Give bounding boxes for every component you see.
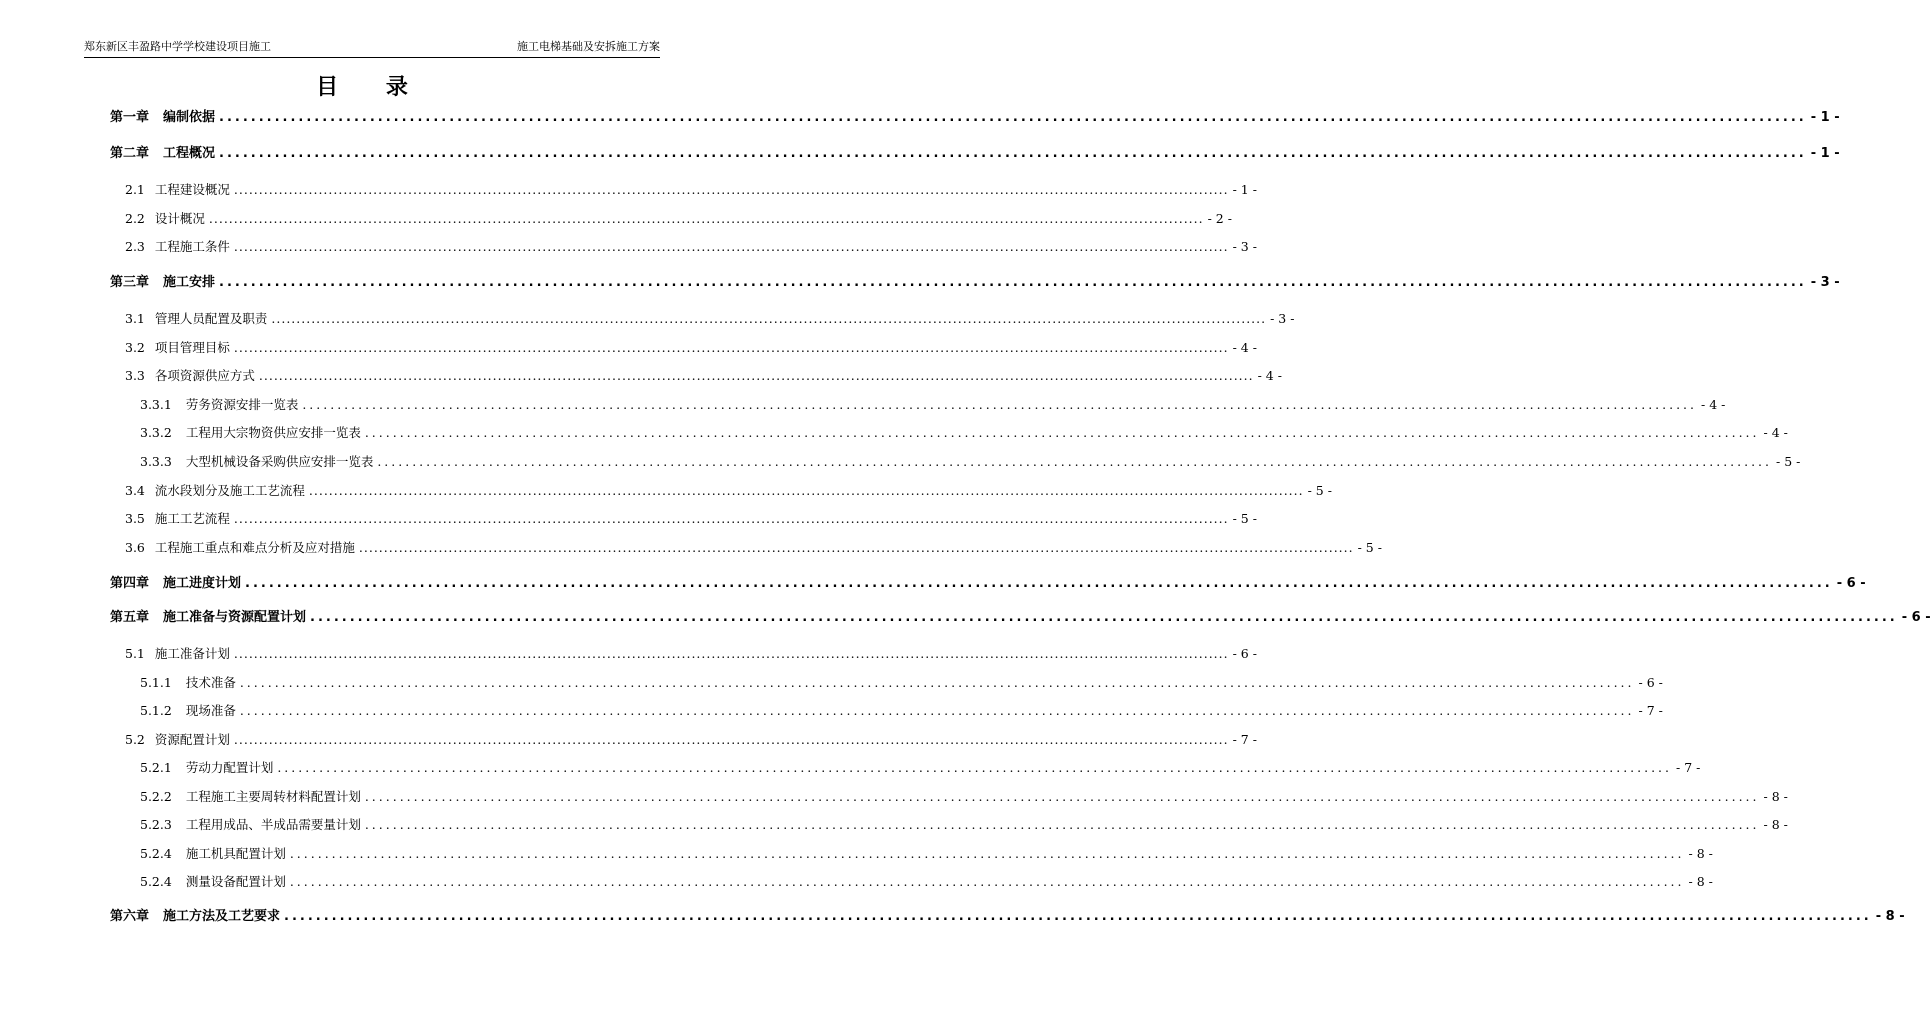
toc-entry[interactable]	[140, 844, 1713, 864]
toc-entry-text: 测量设备配置计划	[185, 874, 286, 889]
toc-entry-number: 5.2.4	[140, 874, 172, 889]
toc-entry-text: 工程用成品、半成品需要量计划	[185, 817, 361, 832]
dot-leader: ........................................................................................................................................................................................................	[219, 110, 1807, 125]
toc-entry[interactable]	[110, 907, 1905, 927]
toc-entry-text: 工程概况	[163, 146, 216, 161]
dot-leader: ........................................................................................................................................................................................................	[233, 182, 1229, 197]
toc-entry[interactable]	[125, 538, 1382, 558]
toc-entry[interactable]	[110, 273, 1840, 293]
toc-entry[interactable]	[110, 608, 1931, 628]
toc-entry[interactable]	[140, 701, 1663, 721]
toc-entry-text: 施工方法及工艺要求	[163, 909, 281, 924]
toc-entry-text: 劳动力配置计划	[185, 760, 274, 775]
toc-entry[interactable]	[125, 509, 1257, 529]
toc-entry[interactable]	[125, 366, 1282, 386]
toc-entry[interactable]	[140, 787, 1788, 807]
toc-entry-page: - 1 -	[1810, 146, 1840, 161]
toc-entry-page: - 4 -	[1763, 425, 1788, 440]
toc-entry-text: 技术准备	[185, 675, 236, 690]
toc-entry-text: 工程施工主要周转材料配置计划	[185, 789, 361, 804]
toc-entry-page: - 5 -	[1357, 540, 1382, 555]
toc-entry-number: 3.3.2	[140, 425, 172, 440]
toc-entry-page: - 8 -	[1875, 909, 1905, 924]
dot-leader: ........................................................................................................................................................................................................	[233, 239, 1229, 254]
toc-entry-label	[125, 309, 267, 329]
dot-leader: ........................................................................................................................................................................................................	[364, 425, 1760, 440]
toc-entry-text: 工程建设概况	[154, 182, 230, 197]
toc-entry-page: - 8 -	[1763, 789, 1788, 804]
toc-entry-label	[140, 872, 286, 892]
toc-entry[interactable]	[140, 758, 1701, 778]
toc-entry-label	[125, 180, 230, 200]
toc-entry-text: 资源配置计划	[154, 732, 230, 747]
dot-leader: ........................................................................................................................................................................................................	[219, 146, 1807, 161]
toc-entry-number: 5.2.2	[140, 789, 172, 804]
toc-entry-label	[125, 481, 305, 501]
toc-entry-label	[140, 787, 361, 807]
toc-entry-number: 3.3	[125, 368, 145, 383]
toc-entry-number: 5.1.2	[140, 703, 172, 718]
toc-entry[interactable]	[125, 180, 1257, 200]
toc-entry[interactable]	[110, 574, 1866, 594]
toc-entry-label	[140, 673, 236, 693]
dot-leader: ........................................................................................................................................................................................................	[284, 909, 1872, 924]
toc-entry-number: 2.2	[125, 211, 145, 226]
toc-entry-page: - 8 -	[1688, 846, 1713, 861]
toc-entry-page: - 4 -	[1701, 397, 1726, 412]
toc-entry-number: 5.1.1	[140, 675, 172, 690]
toc-entry-label	[125, 509, 230, 529]
toc-entry-page: - 2 -	[1207, 211, 1232, 226]
dot-leader: ........................................................................................................................................................................................................	[233, 646, 1229, 661]
toc-entry-text: 施工进度计划	[163, 576, 242, 591]
toc-entry[interactable]	[125, 309, 1295, 329]
toc-entry-label	[125, 237, 230, 257]
toc-entry-number: 3.1	[125, 311, 145, 326]
toc-entry-number: 5.1	[125, 646, 145, 661]
toc-entry[interactable]	[140, 452, 1801, 472]
toc-entry-number: 3.4	[125, 483, 145, 498]
dot-leader: ........................................................................................................................................................................................................	[208, 211, 1204, 226]
dot-leader: ........................................................................................................................................................................................................	[219, 275, 1807, 290]
toc-entry-page: - 3 -	[1810, 275, 1840, 290]
toc-entry-page: - 5 -	[1776, 454, 1801, 469]
toc-entry-text: 大型机械设备采购供应安排一览表	[185, 454, 374, 469]
toc-entry-number: 5.2.4	[140, 846, 172, 861]
dot-leader: ........................................................................................................................................................................................................	[233, 511, 1229, 526]
dot-leader: ........................................................................................................................................................................................................	[308, 483, 1304, 498]
toc-entry-label	[140, 423, 361, 443]
dot-leader: ........................................................................................................................................................................................................	[271, 311, 1267, 326]
toc-entry[interactable]	[110, 108, 1840, 128]
dot-leader: ........................................................................................................................................................................................................	[302, 397, 1698, 412]
toc-entry-label	[140, 758, 273, 778]
dot-leader: ........................................................................................................................................................................................................	[310, 610, 1898, 625]
toc-entry-number: 第一章	[110, 110, 150, 125]
dot-leader: ........................................................................................................................................................................................................	[364, 789, 1760, 804]
toc-entry-page: - 5 -	[1232, 511, 1257, 526]
dot-leader: ........................................................................................................................................................................................................	[239, 703, 1635, 718]
toc-entry-page: - 6 -	[1901, 610, 1931, 625]
toc-entry-number: 2.3	[125, 239, 145, 254]
header-left-text: 郑东新区丰盈路中学学校建设项目施工	[84, 40, 271, 53]
toc-entry[interactable]	[125, 481, 1332, 501]
toc-entry-text: 工程施工条件	[154, 239, 230, 254]
toc-entry-page: - 4 -	[1257, 368, 1282, 383]
dot-leader: ........................................................................................................................................................................................................	[289, 846, 1685, 861]
toc-entry-label	[125, 538, 355, 558]
toc-entry-text: 施工准备与资源配置计划	[163, 610, 307, 625]
toc-entry-label	[125, 366, 255, 386]
toc-entry-page: - 3 -	[1270, 311, 1295, 326]
toc-entry-number: 第三章	[110, 275, 150, 290]
toc-entry[interactable]	[140, 423, 1788, 443]
toc-entry-label	[110, 108, 215, 128]
toc-entry-label	[110, 144, 215, 164]
toc-entry-page: - 7 -	[1638, 703, 1663, 718]
toc-entry-page: - 8 -	[1763, 817, 1788, 832]
toc-entry-label	[140, 395, 298, 415]
toc-entry[interactable]	[140, 673, 1663, 693]
toc-entry-text: 编制依据	[163, 110, 216, 125]
toc-entry-text: 劳务资源安排一览表	[185, 397, 299, 412]
toc-entry-label	[125, 730, 230, 750]
dot-leader: ........................................................................................................................................................................................................	[239, 675, 1635, 690]
toc-entry-text: 现场准备	[185, 703, 236, 718]
dot-leader: ........................................................................................................................................................................................................	[358, 540, 1354, 555]
toc-entry-text: 施工工艺流程	[154, 511, 230, 526]
toc-entry-number: 3.3.1	[140, 397, 172, 412]
dot-leader: ........................................................................................................................................................................................................	[258, 368, 1254, 383]
toc-entry-label	[140, 452, 373, 472]
toc-entry-number: 5.2	[125, 732, 145, 747]
toc-entry-number: 3.2	[125, 340, 145, 355]
toc-entry[interactable]	[110, 144, 1840, 164]
toc-entry-label	[110, 907, 280, 927]
dot-leader: ........................................................................................................................................................................................................	[245, 576, 1833, 591]
toc-entry[interactable]	[140, 815, 1788, 835]
dot-leader: ........................................................................................................................................................................................................	[277, 760, 1673, 775]
toc-entry-number: 第二章	[110, 146, 150, 161]
toc-entry-page: - 3 -	[1232, 239, 1257, 254]
toc-entry-label	[140, 815, 361, 835]
toc-entry-text: 施工安排	[163, 275, 216, 290]
toc-entry-text: 工程施工重点和难点分析及应对措施	[154, 540, 355, 555]
toc-entry-number: 3.6	[125, 540, 145, 555]
toc-entry-text: 流水段划分及施工工艺流程	[154, 483, 305, 498]
toc-entry-number: 2.1	[125, 182, 145, 197]
toc-entry-page: - 8 -	[1688, 874, 1713, 889]
toc-entry-number: 第五章	[110, 610, 150, 625]
toc-entry-page: - 7 -	[1232, 732, 1257, 747]
toc-entry-number: 5.2.1	[140, 760, 172, 775]
toc-entry-page: - 1 -	[1232, 182, 1257, 197]
dot-leader: ........................................................................................................................................................................................................	[233, 340, 1229, 355]
dot-leader: ........................................................................................................................................................................................................	[233, 732, 1229, 747]
toc-entry-label	[125, 209, 205, 229]
toc-entry-number: 5.2.3	[140, 817, 172, 832]
dot-leader: ........................................................................................................................................................................................................	[364, 817, 1760, 832]
toc-entry[interactable]	[140, 872, 1713, 892]
toc-entry-number: 第四章	[110, 576, 150, 591]
toc-entry[interactable]	[125, 730, 1257, 750]
toc-entry-text: 设计概况	[154, 211, 205, 226]
toc-entry-label	[110, 574, 241, 594]
toc-entry[interactable]	[125, 644, 1257, 664]
toc-entry-label	[125, 644, 230, 664]
dot-leader: ........................................................................................................................................................................................................	[377, 454, 1773, 469]
toc-entry-label	[110, 608, 306, 628]
toc-entry-text: 施工准备计划	[154, 646, 230, 661]
toc-entry-label	[140, 701, 236, 721]
toc-entry-page: - 1 -	[1810, 110, 1840, 125]
toc-entry-text: 项目管理目标	[154, 340, 230, 355]
toc-entry[interactable]	[125, 237, 1257, 257]
dot-leader: ........................................................................................................................................................................................................	[289, 874, 1685, 889]
toc-entry-label	[140, 844, 286, 864]
toc-entry-page: - 4 -	[1232, 340, 1257, 355]
toc-title: 目 录	[316, 75, 428, 100]
toc-entry[interactable]	[125, 209, 1232, 229]
header-right-text: 施工电梯基础及安拆施工方案	[517, 40, 660, 53]
toc-entry-text: 施工机具配置计划	[185, 846, 286, 861]
toc-entry-number: 第六章	[110, 909, 150, 924]
toc-entry-text: 管理人员配置及职责	[154, 311, 268, 326]
toc-entry-page: - 5 -	[1307, 483, 1332, 498]
toc-entry-page: - 6 -	[1638, 675, 1663, 690]
toc-entry-label	[110, 273, 215, 293]
toc-entry[interactable]	[125, 338, 1257, 358]
toc-entry-page: - 6 -	[1836, 576, 1866, 591]
toc-entry-number: 3.3.3	[140, 454, 172, 469]
toc-entry[interactable]	[140, 395, 1726, 415]
toc-entry-page: - 6 -	[1232, 646, 1257, 661]
toc-entry-page: - 7 -	[1676, 760, 1701, 775]
toc-entry-number: 3.5	[125, 511, 145, 526]
toc-entry-text: 各项资源供应方式	[154, 368, 255, 383]
toc-entry-label	[125, 338, 230, 358]
toc-entry-text: 工程用大宗物资供应安排一览表	[185, 425, 361, 440]
